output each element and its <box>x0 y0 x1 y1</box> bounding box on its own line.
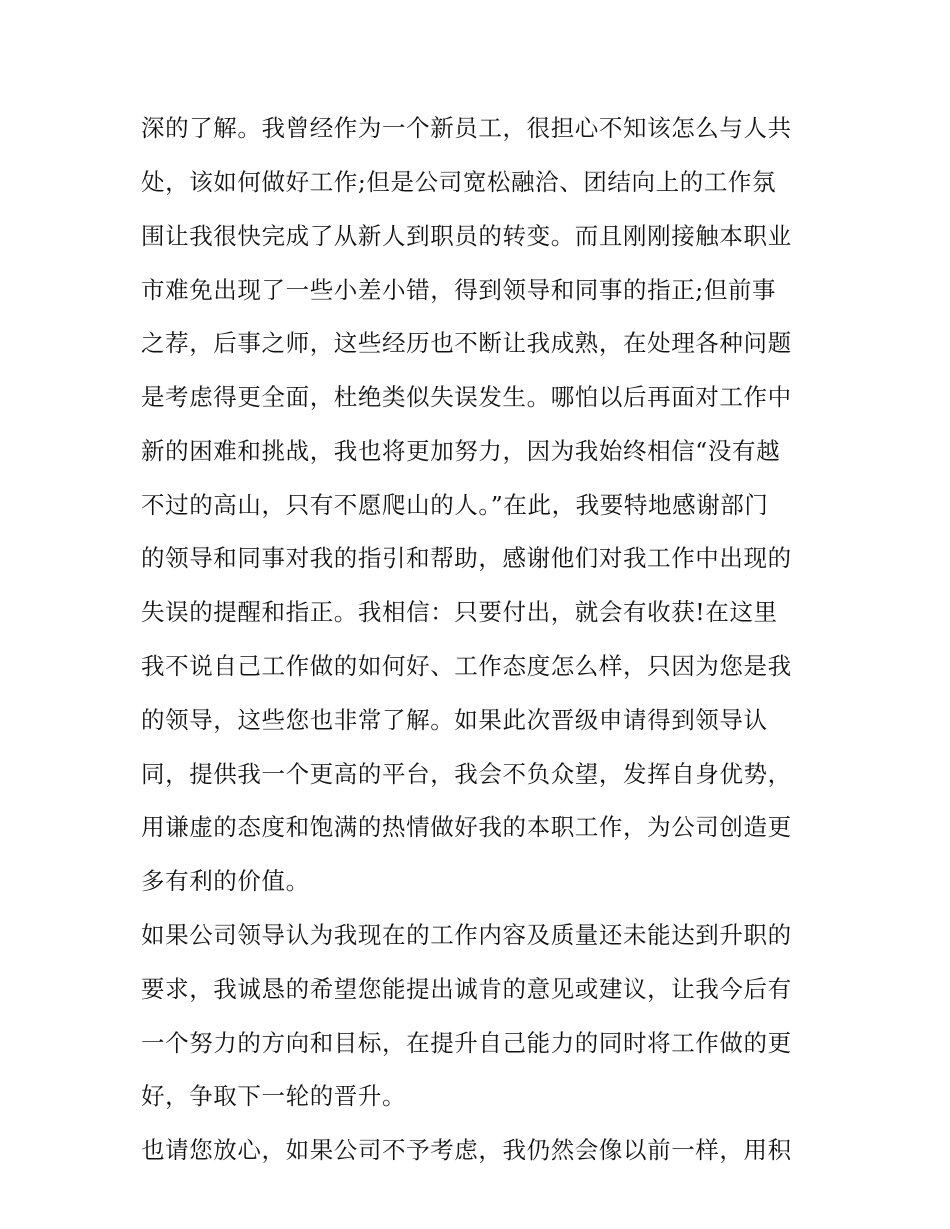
text-line: 新的困难和挑战，我也将更加努力，因为我始终相信“没有越 <box>141 437 781 465</box>
text-line: 是考虑得更全面，杜绝类似失误发生。哪怕以后再面对工作中 <box>141 383 792 411</box>
text-line: 用谦虚的态度和饱满的热情做好我的本职工作，为公司创造更 <box>141 813 792 841</box>
text-line: 深的了解。我曾经作为一个新员工，很担心不知该怎么与人共 <box>141 114 792 142</box>
text-line: 的领导和同事对我的指引和帮助，感谢他们对我工作中出现的 <box>141 544 792 572</box>
text-line: 的领导，这些您也非常了解。如果此次晋级申请得到领导认 <box>141 706 768 734</box>
text-line: 围让我很快完成了从新人到职员的转变。而且刚刚接触本职业 <box>141 222 792 250</box>
text-line: 市难免出现了一些小差小错，得到领导和同事的指正;但前事 <box>141 276 777 304</box>
text-line: 不过的高山，只有不愿爬山的人。”在此，我要特地感谢部门 <box>141 491 769 519</box>
text-line: 失误的提醒和指正。我相信：只要付出，就会有收获!在这里 <box>141 598 778 626</box>
text-line: 多有利的价值。 <box>141 867 310 895</box>
text-line: 如果公司领导认为我现在的工作内容及质量还未能达到升职的 <box>141 921 792 949</box>
text-line: 也请您放心，如果公司不予考虑，我仍然会像以前一样，用积 <box>141 1136 792 1164</box>
text-line: 一个努力的方向和目标，在提升自己能力的同时将工作做的更 <box>141 1029 792 1057</box>
text-line: 同，提供我一个更高的平台，我会不负众望，发挥自身优势， <box>141 760 792 788</box>
text-line: 之荐，后事之师，这些经历也不断让我成熟，在处理各种问题 <box>141 329 792 357</box>
text-line: 要求，我诚恳的希望您能提出诚肯的意见或建议，让我今后有 <box>141 975 792 1003</box>
text-line: 好，争取下一轮的晋升。 <box>141 1082 407 1110</box>
text-line: 处，该如何做好工作;但是公司宽松融洽、团结向上的工作氛 <box>141 168 777 196</box>
text-line: 我不说自己工作做的如何好、工作态度怎么样，只因为您是我 <box>141 652 792 680</box>
